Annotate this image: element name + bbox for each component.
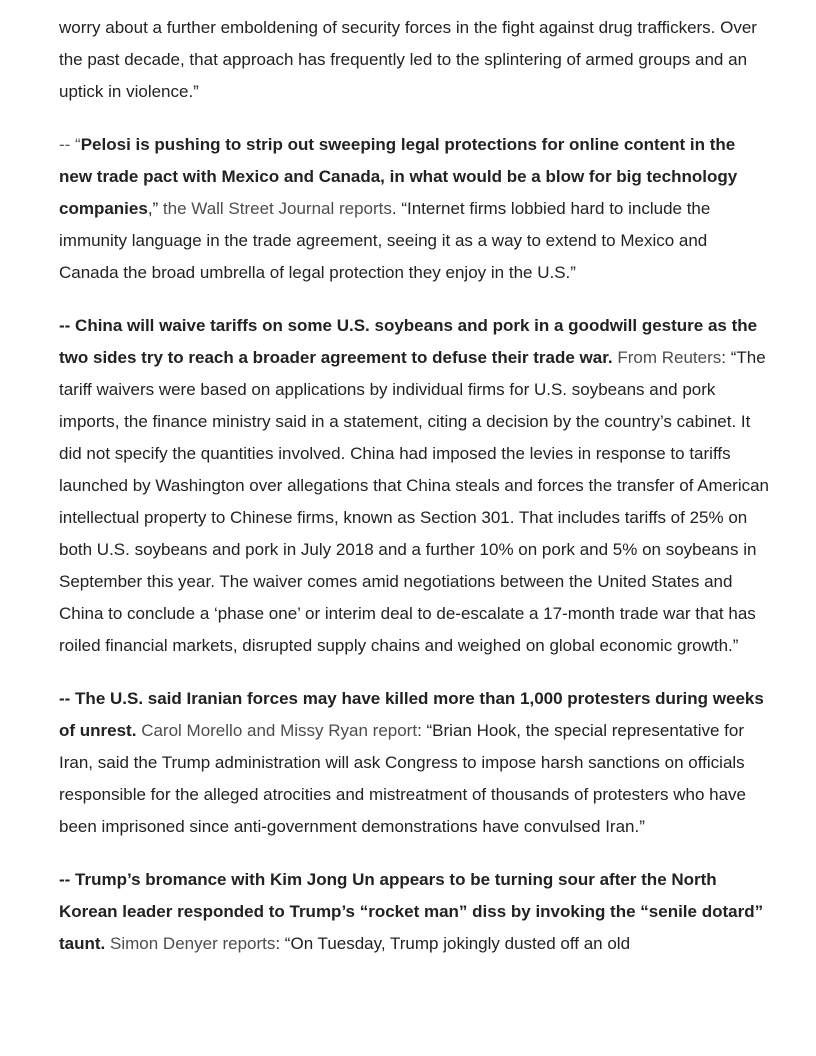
source-link-reuters[interactable]: From Reuters	[617, 348, 722, 367]
paragraph-pelosi	[59, 129, 769, 289]
paragraph-text: . “Internet firms lobbied hard to include the immunity language in the trade agreement, seeing it as a way to extend to Mexico and Canada the broad umbrella of legal protection they enjoy in the U.S.”	[59, 199, 711, 282]
article-body	[59, 12, 769, 981]
headline: -- Trump’s bromance with Kim Jong Un appears to be turning sour after the North Korean leader responded to Trump’s “rocket man” diss by invoking the “senile dotard” taunt.	[59, 870, 764, 953]
headline: -- China will waive tariffs on some U.S. soybeans and pork in a goodwill gesture as the two sides try to reach a broader agreement to defuse their trade war.	[59, 316, 758, 367]
source-link-denyer[interactable]: Simon Denyer reports	[110, 934, 276, 953]
headline: Pelosi is pushing to strip out sweeping legal protections for online content in the new trade pact with Mexico and Canada, in what would be a blow for big technology companies	[59, 135, 738, 218]
source-link-morello-ryan[interactable]: Carol Morello and Missy Ryan report	[141, 721, 418, 740]
paragraph-text: worry about a further emboldening of security forces in the fight against drug traffickers. Over the past decade, that approach has frequently led to the splintering of armed groups and an uptick in violence.”	[59, 18, 757, 101]
paragraph-iran-protesters	[59, 683, 769, 843]
headline: -- The U.S. said Iranian forces may have killed more than 1,000 protesters during weeks of unrest.	[59, 689, 764, 740]
paragraph-trump-kim	[59, 864, 769, 960]
paragraph-china-tariffs	[59, 310, 769, 662]
quote-close: ,”	[147, 199, 163, 218]
dash-prefix: -- “	[59, 135, 81, 154]
source-link-wsj[interactable]: the Wall Street Journal reports	[162, 199, 392, 218]
paragraph-text: : “Brian Hook, the special representative for Iran, said the Trump administration will ask Congress to impose harsh sanctions on officials responsible for the alleged atrocities and mistreatment of thousands of protesters who have been imprisoned since anti-government demonstrations have convulsed Iran.”	[59, 721, 746, 836]
paragraph-text: : “The tariff waivers were based on applications by individual firms for U.S. soybeans and pork imports, the finance ministry said in a statement, citing a decision by the country’s cabinet. It did not specify the quantities involved. China had imposed the levies in response to tariffs launched by Washington over allegations that China steals and forces the transfer of American intellectual property to Chinese firms, known as Section 301. That includes tariffs of 25% on both U.S. soybeans and pork in July 2018 and a further 10% on pork and 5% on soybeans in September this year. The waiver comes amid negotiations between the United States and China to conclude a ‘phase one’ or interim deal to de-escalate a 17-month trade war that has roiled financial markets, disrupted supply chains and weighed on global economic growth.”	[59, 348, 769, 655]
paragraph-drug-traffickers	[59, 12, 769, 108]
paragraph-text: : “On Tuesday, Trump jokingly dusted off an old	[275, 934, 631, 953]
